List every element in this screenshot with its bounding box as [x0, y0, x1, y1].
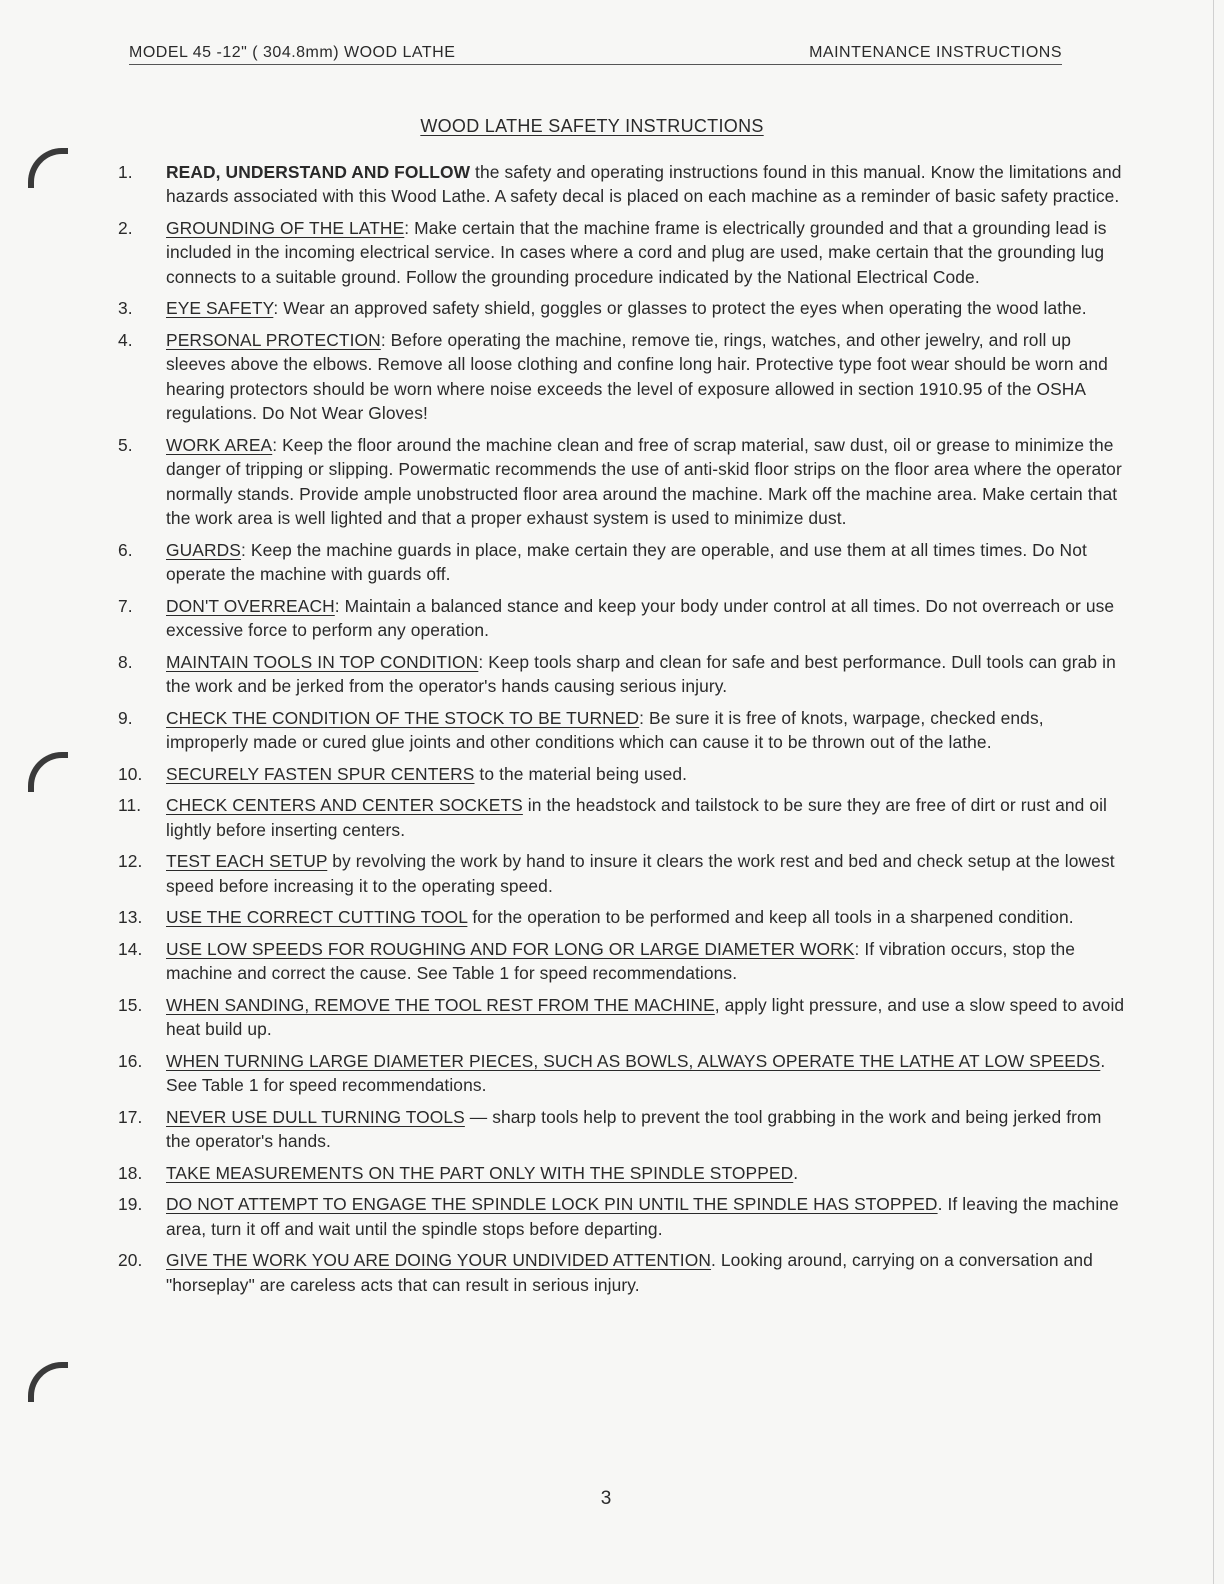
item-text: . If leaving the machine area, turn it off and wait until the spindle stops before departing.: [166, 1194, 1119, 1239]
list-item: [118, 594, 1130, 643]
list-item: [118, 1161, 1130, 1185]
item-number: 12.: [118, 851, 143, 872]
item-text: the safety and operating instructions found in this manual. Know the limitations and hazards associated with this Wood Lathe. A safety decal is placed on each machine as a reminder of basic safety practice.: [166, 162, 1122, 207]
item-number: 13.: [118, 907, 143, 928]
item-number: 15.: [118, 994, 143, 1015]
item-number: 1.: [118, 162, 133, 182]
item-number: 16.: [118, 1050, 143, 1071]
item-text: : Keep the floor around the machine clean and free of scrap material, saw dust, oil or grease to minimize the danger of tripping or slipping. Powermatic recommends the use of anti-skid floor strips on the floor area where the operator normally stands. Provide ample unobstructed floor area around the machine. Mark off the machine area. Make certain that the work area is well lighted and that a proper exhaust system is used to minimize dust.: [166, 434, 1122, 529]
item-heading: GROUNDING OF THE LATHE: [166, 218, 405, 238]
page-header: [129, 42, 1062, 65]
item-heading: SECURELY FASTEN SPUR CENTERS: [166, 763, 475, 784]
item-text: by revolving the work by hand to insure it clears the work rest and bed and check setup at the lowest speed before increasing it to the operating speed.: [166, 851, 1115, 896]
item-heading: TAKE MEASUREMENTS ON THE PART ONLY WITH THE SPINDLE STOPPED: [166, 1162, 794, 1183]
header-model: MODEL 45 -12" ( 304.8mm) WOOD LATHE: [129, 44, 456, 61]
list-item: [118, 1105, 1130, 1154]
item-heading: READ, UNDERSTAND AND FOLLOW: [166, 162, 471, 182]
list-item: [118, 937, 1130, 986]
list-item: [118, 328, 1130, 426]
item-heading: USE LOW SPEEDS FOR ROUGHING AND FOR LONG OR LARGE DIAMETER WORK: [166, 938, 855, 959]
item-heading: EYE SAFETY: [166, 298, 274, 319]
list-item: [118, 793, 1130, 842]
binder-hole-mark: [28, 148, 68, 188]
item-text: : Be sure it is free of knots, warpage, checked ends, improperly made or cured glue joints and other conditions which can cause it to be thrown out of the lathe.: [166, 707, 1044, 753]
list-item: [118, 538, 1130, 587]
item-heading: PERSONAL PROTECTION: [166, 330, 381, 350]
item-number: 5.: [118, 434, 133, 455]
list-item: [118, 1248, 1130, 1297]
title-text: WOOD LATHE SAFETY INSTRUCTIONS: [420, 116, 764, 136]
item-heading: WHEN TURNING LARGE DIAMETER PIECES, SUCH AS BOWLS, ALWAYS OPERATE THE LATHE AT LOW SPEEDS: [166, 1050, 1101, 1071]
safety-instruction-list: [118, 160, 1130, 1304]
item-heading: DO NOT ATTEMPT TO ENGAGE THE SPINDLE LOCK PIN UNTIL THE SPINDLE HAS STOPPED: [166, 1194, 938, 1215]
item-number: 20.: [118, 1250, 143, 1271]
item-number: 17.: [118, 1106, 143, 1127]
list-item: [118, 650, 1130, 699]
item-text: .: [793, 1162, 799, 1183]
list-item: [118, 216, 1130, 289]
item-heading: TEST EACH SETUP: [166, 851, 328, 872]
item-text: : Wear an approved safety shield, goggles or glasses to protect the eyes when operating the wood lathe.: [273, 298, 1087, 319]
list-item: [118, 993, 1130, 1042]
item-heading: CHECK CENTERS AND CENTER SOCKETS: [166, 795, 523, 816]
item-heading: MAINTAIN TOOLS IN TOP CONDITION: [166, 651, 479, 672]
page-number: 3: [600, 1488, 612, 1509]
item-text: — sharp tools help to prevent the tool grabbing in the work and being jerked from the operator's hands.: [166, 1106, 1102, 1152]
item-text: . Looking around, carrying on a conversation and "horseplay" are careless acts that can result in serious injury.: [166, 1250, 1093, 1295]
item-number: 7.: [118, 595, 133, 616]
item-text: for the operation to be performed and keep all tools in a sharpened condition.: [467, 907, 1074, 928]
item-heading: WORK AREA: [166, 434, 273, 455]
item-heading: CHECK THE CONDITION OF THE STOCK TO BE TURNED: [166, 707, 640, 728]
item-heading: USE THE CORRECT CUTTING TOOL: [166, 907, 468, 928]
list-item: [118, 433, 1130, 531]
item-text: : Keep tools sharp and clean for safe and best performance. Dull tools can grab in the work and be jerked from the operator's hands causing serious injury.: [166, 651, 1116, 697]
item-number: 10.: [118, 763, 143, 784]
item-heading: WHEN SANDING, REMOVE THE TOOL REST FROM THE MACHINE: [166, 994, 715, 1015]
item-number: 14.: [118, 938, 143, 959]
list-item: [118, 1192, 1130, 1241]
item-text: . See Table 1 for speed recommendations.: [166, 1050, 1106, 1096]
item-number: 3.: [118, 298, 133, 319]
header-section: MAINTENANCE INSTRUCTIONS: [809, 44, 1062, 61]
item-text: : Keep the machine guards in place, make certain they are operable, and use them at all times times. Do Not operate the machine with guards off.: [166, 539, 1087, 585]
list-item: [118, 849, 1130, 898]
item-text: : Maintain a balanced stance and keep your body under control at all times. Do not overreach or use excessive force to perform any operation.: [166, 595, 1115, 641]
item-number: 6.: [118, 539, 133, 560]
binder-hole-mark: [28, 1362, 68, 1402]
item-heading: GIVE THE WORK YOU ARE DOING YOUR UNDIVIDED ATTENTION: [166, 1250, 712, 1271]
list-item: [118, 296, 1130, 320]
item-number: 2.: [118, 218, 133, 238]
item-heading: GUARDS: [166, 539, 242, 560]
item-text: to the material being used.: [474, 763, 688, 784]
list-item: [118, 905, 1130, 929]
list-item: [118, 1049, 1130, 1098]
list-item: [118, 762, 1130, 786]
item-number: 18.: [118, 1162, 143, 1183]
binder-hole-mark: [28, 752, 68, 792]
item-number: 19.: [118, 1194, 143, 1215]
list-item: [118, 706, 1130, 755]
item-text: : If vibration occurs, stop the machine and correct the cause. See Table 1 for speed recommendations.: [166, 938, 1076, 984]
item-heading: NEVER USE DULL TURNING TOOLS: [166, 1106, 465, 1127]
item-number: 9.: [118, 707, 133, 728]
item-heading: DON'T OVERREACH: [166, 595, 335, 616]
page-edge: [1213, 0, 1224, 1584]
item-number: 11.: [118, 795, 142, 816]
item-text: , apply light pressure, and use a slow speed to avoid heat build up.: [166, 994, 1125, 1040]
list-item: [118, 160, 1130, 209]
item-text: : Make certain that the machine frame is electrically grounded and that a grounding lead is included in the incoming electrical service. In cases where a cord and plug are used, make certain that the grounding lug connects to a suitable ground. Follow the grounding procedure indicated by the National Electrical Code.: [166, 218, 1107, 287]
item-number: 8.: [118, 651, 133, 672]
item-text: in the headstock and tailstock to be sure they are free of dirt or rust and oil lightly before inserting centers.: [166, 795, 1108, 840]
item-text: : Before operating the machine, remove tie, rings, watches, and other jewelry, and roll up sleeves above the elbows. Remove all loose clothing and confine long hair. Protective type foot wear should be worn and hearing protectors should be worn where noise exceeds the level of exposure allowed in section 1910.95 of the OSHA regulations. Do Not Wear Gloves!: [166, 330, 1108, 424]
page-title: [0, 116, 1184, 137]
item-number: 4.: [118, 330, 133, 350]
